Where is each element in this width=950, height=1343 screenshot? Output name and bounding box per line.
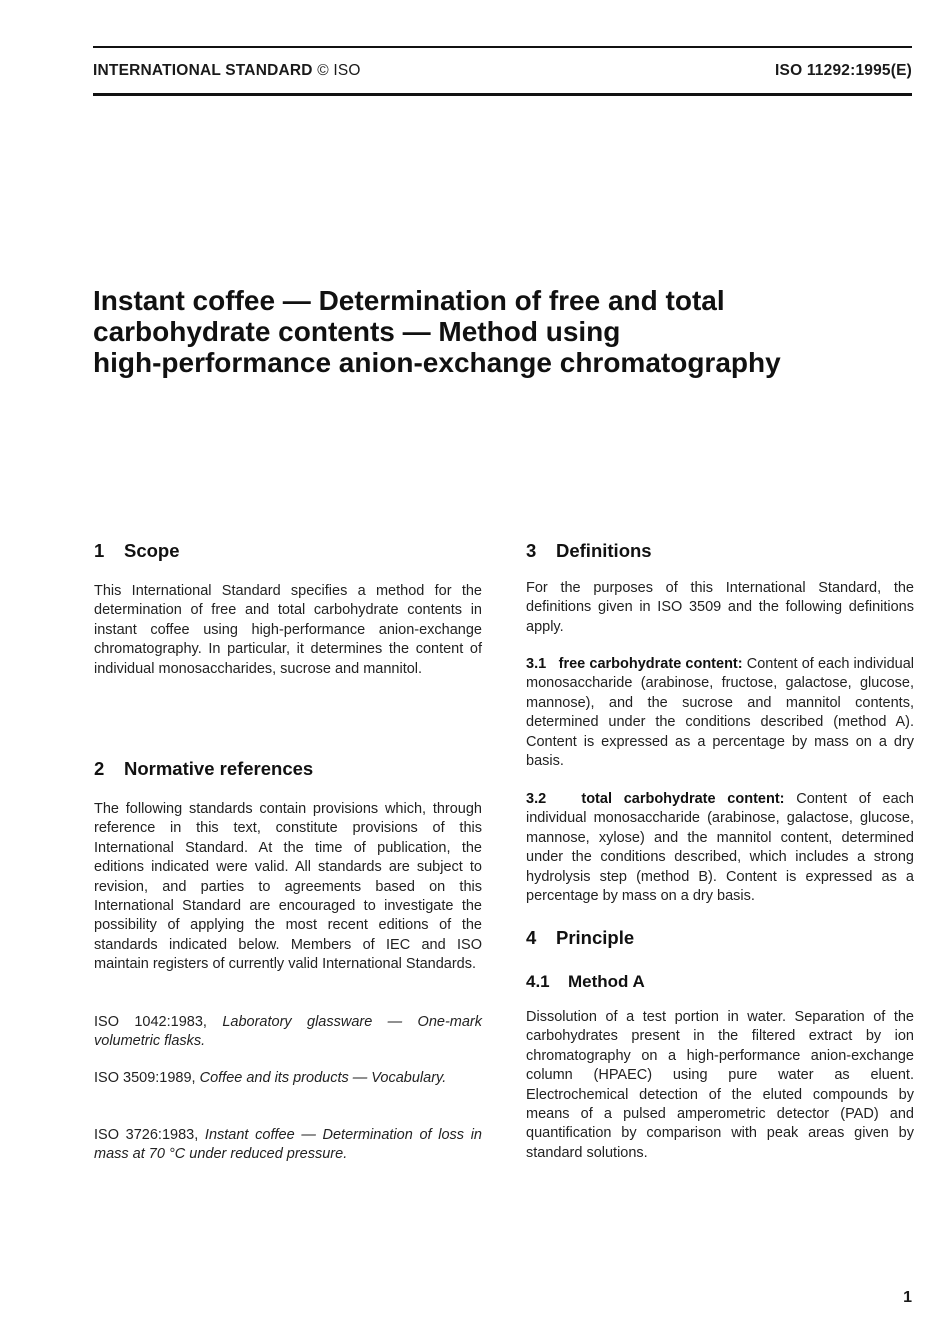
method-a-paragraph: Dissolution of a test portion in water. Separation of the carbohydrates present in the filtered extract by ion chromatography on a high-performance anion-exchange column (HPAEC) using pure water as eluent. Electrochemical detection of the eluted compounds by means of a pulsed amperometric detector (PAD) and quantification by comparison with peak areas given by standard solutions. xyxy=(526,1009,914,1161)
header-top-rule xyxy=(93,46,912,48)
reference-title: Laboratory glassware — One-mark volumetric flasks. xyxy=(94,1014,483,1050)
section-title: Scope xyxy=(124,540,180,561)
definition-item xyxy=(526,790,914,906)
header-standard-label: INTERNATIONAL STANDARD xyxy=(93,62,313,79)
reference-designation: ISO 1042:1983, xyxy=(94,1014,207,1030)
header-document-number: ISO 11292:1995(E) xyxy=(775,62,912,79)
section-number: 3 xyxy=(526,540,537,561)
reference-designation: ISO 3509:1989, xyxy=(94,1070,196,1086)
reference-item xyxy=(94,1013,482,1052)
subsection-title: Method A xyxy=(568,972,645,991)
section-number: 4 xyxy=(526,927,537,948)
section-number: 2 xyxy=(94,758,105,779)
document-title xyxy=(93,285,893,378)
title-line-2: carbohydrate contents — Method using xyxy=(93,316,621,347)
reference-title: Coffee and its products — Vocabulary. xyxy=(199,1070,447,1086)
header-standard-type xyxy=(93,62,361,80)
section-scope-heading xyxy=(94,540,180,562)
section-principle-heading xyxy=(526,927,634,949)
section-title: Normative references xyxy=(124,758,314,779)
definition-term: free carbohydrate content: xyxy=(558,656,743,672)
subsection-method-a-heading xyxy=(526,972,645,992)
definition-text: Content of each individual monosaccharide (arabinose, fructose, galactose, glucose, mannose), and the sucrose and mannitol contents, determined under the conditions described (method A). Content is expressed as a percentage by mass on a dry basis. xyxy=(526,656,914,770)
reference-item xyxy=(94,1126,482,1165)
normative-paragraph: The following standards contain provisions which, through reference in this text, constitute provisions of this International Standard. At the time of publication, the editions indicated were valid. All standards are subject to revision, and parties to agreements based on this International Standard are encouraged to investigate the possibility of applying the most recent editions of the standards indicated below. Members of IEC and ISO maintain registers of currently valid International Standards. xyxy=(94,801,482,973)
scope-paragraph: This International Standard specifies a method for the determination of free and total carbohydrate contents in instant coffee using high-performance anion-exchange chromatography. In particular, it determines the content of individual monosaccharides, sucrose and mannitol. xyxy=(94,583,482,677)
header-bottom-rule xyxy=(93,93,912,96)
section-title: Definitions xyxy=(556,540,652,561)
reference-title: Instant coffee — Determination of loss in mass at 70 °C under reduced pressure. xyxy=(94,1127,482,1163)
header-copyright-mark: © ISO xyxy=(317,62,361,79)
section-number: 1 xyxy=(94,540,105,561)
reference-designation: ISO 3726:1983, xyxy=(94,1127,199,1143)
reference-item xyxy=(94,1069,482,1088)
definition-number: 3.1 xyxy=(526,656,547,672)
definition-term: total carbohydrate content: xyxy=(581,791,785,807)
subsection-number: 4.1 xyxy=(526,972,550,991)
section-definitions-heading xyxy=(526,540,652,562)
definition-number: 3.2 xyxy=(526,791,547,807)
section-title: Principle xyxy=(556,927,635,948)
definition-item xyxy=(526,655,914,771)
definitions-paragraph: For the purposes of this International Standard, the definitions given in ISO 3509 and the following definitions apply. xyxy=(526,580,914,635)
definition-text: Content of each individual monosaccharide (arabinose, galactose, glucose, mannose, xylose) and the mannitol content, determined under the conditions described, which includes a strong hydrolysis step (method B). Content is expressed as a percentage by mass on a dry basis. xyxy=(526,791,914,905)
title-line-1: Instant coffee — Determination of free and total xyxy=(93,285,725,316)
section-normative-heading xyxy=(94,758,313,780)
page-number: 1 xyxy=(903,1289,912,1306)
title-line-3: high-performance anion-exchange chromatography xyxy=(93,347,781,378)
